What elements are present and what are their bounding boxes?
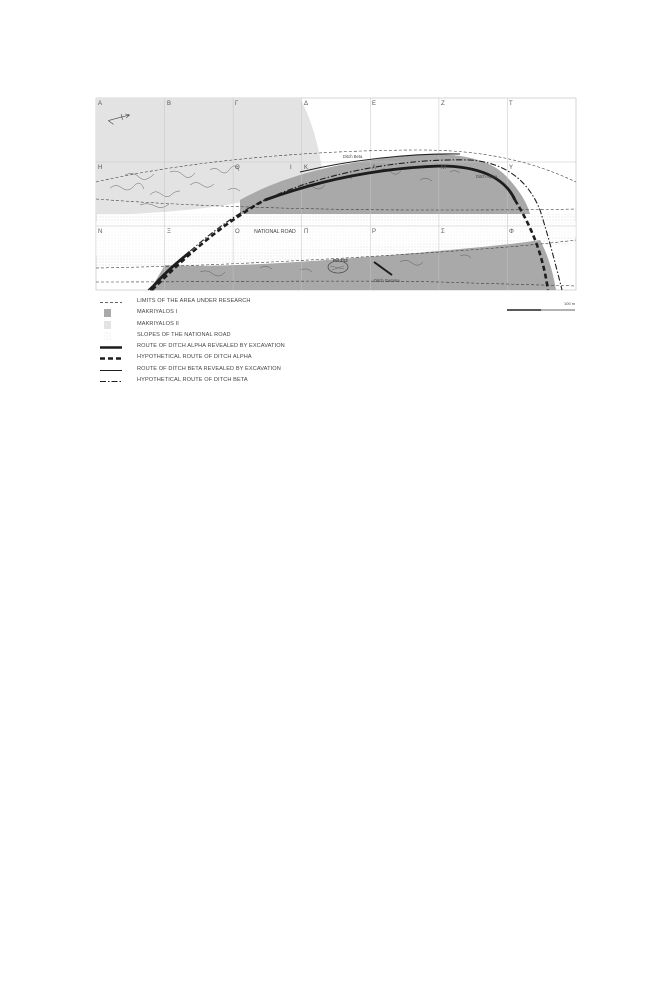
grid-letter: Ν <box>98 229 103 235</box>
legend-label: MAKRIYALOS I <box>137 309 178 316</box>
grid-letter: Ε <box>372 101 377 107</box>
grid-letter: Λ <box>372 165 377 171</box>
dashed-thin-line-icon <box>100 298 122 307</box>
grid-letter: Υ <box>509 165 514 171</box>
grid-letter: Μ <box>441 165 446 171</box>
thick-dashed-line-icon <box>100 354 122 363</box>
grid-letter: Ι <box>290 165 292 171</box>
grid-letter: Θ <box>235 165 240 171</box>
grid-letter: Ρ <box>372 229 377 235</box>
grid-letter: Η <box>98 165 103 171</box>
ditch-alpha-label: Ditch Alpha <box>476 174 498 179</box>
legend-item <box>100 308 430 319</box>
grid-letter: Ο <box>235 229 240 235</box>
grid-letter: Γ <box>235 101 239 107</box>
dot-pattern-swatch-icon <box>100 332 122 341</box>
legend-label: SLOPES OF THE NATIONAL ROAD <box>137 331 231 338</box>
legend-item <box>100 376 430 387</box>
national-road-label: NATIONAL ROAD <box>254 229 296 235</box>
pit-212-label: Pit 212 <box>333 258 348 263</box>
grid-letter: Σ <box>441 229 445 235</box>
legend-label: ROUTE OF DITCH BETA REVEALED BY EXCAVATION <box>137 365 281 372</box>
legend-item <box>100 331 430 342</box>
map-legend <box>100 297 430 387</box>
dash-dot-line-icon <box>100 377 122 386</box>
legend-label: HYPOTHETICAL ROUTE OF DITCH ALPHA <box>137 354 252 361</box>
grid-letter: Φ <box>509 229 514 235</box>
grid-letter: Α <box>98 101 103 107</box>
grid-letter: Β <box>167 101 172 107</box>
legend-item <box>100 365 430 376</box>
dark-fill-swatch-icon <box>100 309 122 318</box>
legend-item <box>100 353 430 364</box>
legend-label: MAKRIYALOS II <box>137 320 179 327</box>
legend-label: LIMITS OF THE AREA UNDER RESEARCH <box>137 298 251 304</box>
legend-item <box>100 320 430 331</box>
legend-item <box>100 297 430 308</box>
grid-letter: Ζ <box>441 101 445 107</box>
grid-letter: Τ <box>509 101 513 107</box>
grid-letter: Ξ <box>167 229 171 235</box>
grid-letter: Δ <box>304 101 309 107</box>
ditch-gamma-label: Ditch Gamma <box>374 278 400 283</box>
thick-solid-line-icon <box>100 343 122 352</box>
legend-item <box>100 342 430 353</box>
legend-label: ROUTE OF DITCH ALPHA REVEALED BY EXCAVATION <box>137 343 285 350</box>
scale-bar <box>507 301 576 310</box>
ditch-beta-label: Ditch Beta <box>343 154 363 159</box>
light-fill-swatch-icon <box>100 321 122 330</box>
scale-label: 100 m <box>564 301 576 306</box>
grid-letter: Π <box>304 229 309 235</box>
grid-letter: Κ <box>304 165 309 171</box>
thin-solid-line-icon <box>100 366 122 375</box>
legend-label: HYPOTHETICAL ROUTE OF DITCH BETA <box>137 377 248 384</box>
